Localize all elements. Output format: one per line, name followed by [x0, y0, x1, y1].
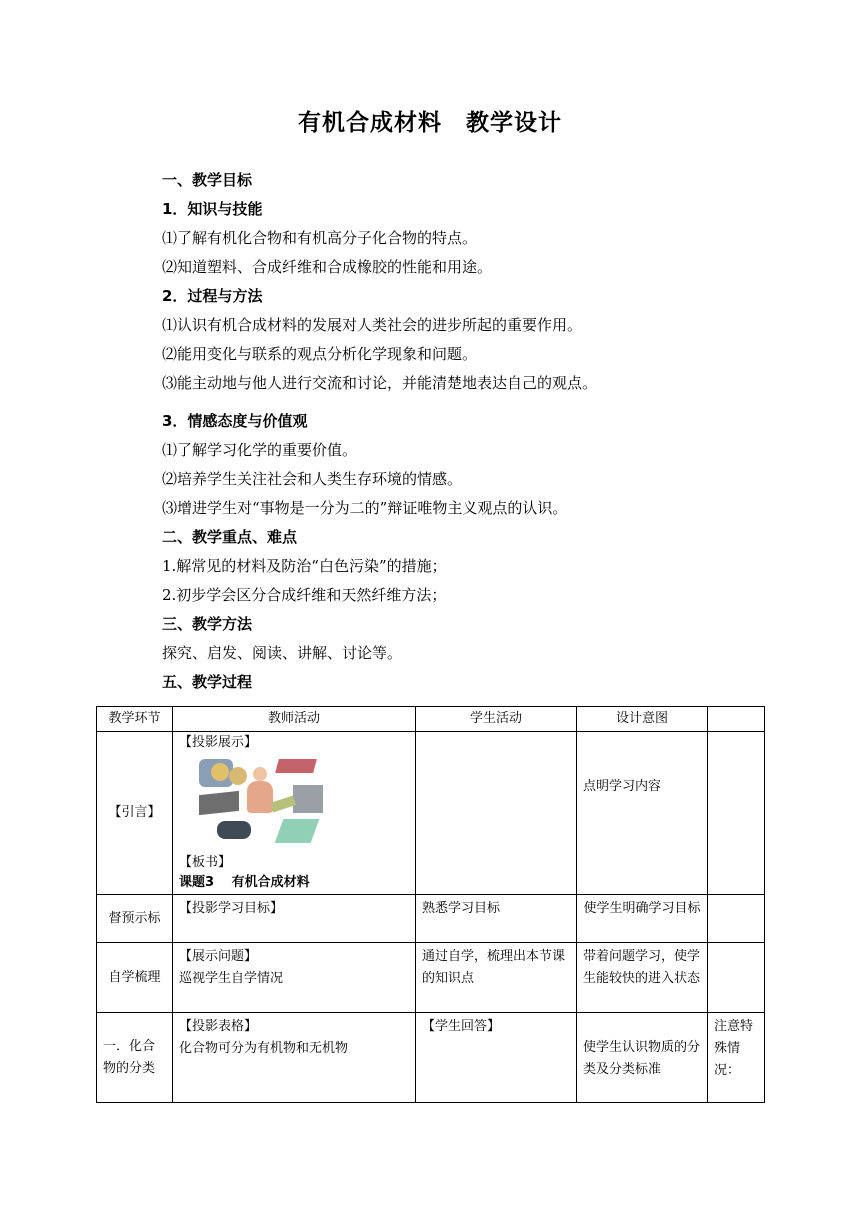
- teacher-line: 【投影表格】: [179, 1019, 258, 1034]
- list-item: ⑴认识有机合成材料的发展对人类社会的进步所起的重要作用。: [162, 316, 583, 334]
- subheading-knowledge: 1．知识与技能: [162, 200, 263, 218]
- document-body: [162, 166, 782, 697]
- list-item: ⑵培养学生关注社会和人类生存环境的情感。: [162, 470, 463, 488]
- student-cell: 通过自学，梳理出本节课的知识点: [416, 943, 577, 1013]
- list-item: ⑴了解有机化合物和有机高分子化合物的特点。: [162, 229, 478, 247]
- list-item: ⑵能用变化与联系的观点分析化学现象和问题。: [162, 345, 478, 363]
- note-cell: 注意特殊情况：: [708, 1013, 765, 1103]
- tire-icon: [211, 763, 229, 781]
- teacher-cell: [173, 943, 416, 1013]
- section-heading-keypoints: 二、教学重点、难点: [162, 528, 298, 546]
- list-item: ⑶能主动地与他人进行交流和讨论，并能清楚地表达自己的观点。: [162, 374, 598, 392]
- note-cell: [708, 732, 765, 895]
- column-header: 教学环节: [97, 707, 173, 732]
- materials-collage-image: [197, 757, 337, 849]
- table-header-row: [97, 707, 765, 732]
- intent-cell: [577, 1013, 708, 1103]
- table-row: [97, 732, 765, 895]
- table-row: [97, 895, 765, 943]
- table-row: [97, 1013, 765, 1103]
- list-item: 2.初步学会区分合成纤维和天然纤维方法；: [162, 586, 447, 604]
- intent-text: 使学生认识物质的分类及分类标准: [583, 1040, 701, 1077]
- student-cell: 【学生回答】: [416, 1013, 577, 1103]
- section-heading-objectives: 一、教学目标: [162, 171, 253, 189]
- teacher-line: 【板书】: [179, 855, 232, 870]
- intent-cell: [577, 732, 708, 895]
- intent-cell: 使学生明确学习目标: [577, 895, 708, 943]
- subheading-process: 2．过程与方法: [162, 287, 263, 305]
- teacher-cell: [173, 732, 416, 895]
- section-heading-process: 五、教学过程: [162, 673, 253, 691]
- subheading-attitude: 3．情感态度与价值观: [162, 412, 308, 430]
- person-icon: [247, 781, 273, 813]
- teaching-process-table: [96, 706, 765, 1103]
- building-icon: [293, 785, 323, 813]
- teacher-cell: [173, 1013, 416, 1103]
- list-item: 1.解常见的材料及防治“白色污染”的措施；: [162, 557, 447, 575]
- stage-cell: 自学梳理: [97, 943, 173, 1013]
- board-title: 课题3 有机合成材料: [179, 875, 310, 890]
- teacher-cell: 【投影学习目标】: [173, 895, 416, 943]
- teacher-line: 巡视学生自学情况: [179, 971, 284, 986]
- column-header: 教师活动: [173, 707, 416, 732]
- column-header: [708, 707, 765, 732]
- stage-cell: 督预示标: [97, 895, 173, 943]
- page-title: 有机合成材料 教学设计: [298, 110, 562, 136]
- teacher-line: 【展示问题】: [179, 949, 258, 964]
- building-icon: [199, 791, 239, 815]
- stage-cell: 【引言】: [97, 732, 173, 895]
- list-item: ⑵知道塑料、合成纤维和合成橡胶的性能和用途。: [162, 258, 493, 276]
- list-item: ⑶增进学生对“事物是一分为二的”辩证唯物主义观点的认识。: [162, 499, 568, 517]
- teacher-line: 化合物可分为有机物和无机物: [179, 1041, 349, 1056]
- scooter-icon: [217, 821, 251, 839]
- stage-cell: 一．化合物的分类: [97, 1013, 173, 1103]
- column-header: 学生活动: [416, 707, 577, 732]
- methods-text: 探究、启发、阅读、讲解、讨论等。: [162, 644, 403, 662]
- column-header: 设计意图: [577, 707, 708, 732]
- table-row: [97, 943, 765, 1013]
- note-cell: [708, 895, 765, 943]
- student-cell: 熟悉学习目标: [416, 895, 577, 943]
- intent-text: 点明学习内容: [583, 779, 662, 794]
- list-item: ⑴了解学习化学的重要价值。: [162, 441, 358, 459]
- intent-cell: 带着问题学习，使学生能较快的进入状态: [577, 943, 708, 1013]
- teacher-line: 【投影展示】: [179, 735, 258, 750]
- note-cell: [708, 943, 765, 1013]
- section-heading-methods: 三、教学方法: [162, 615, 253, 633]
- student-cell: [416, 732, 577, 895]
- glass-icon: [275, 819, 320, 843]
- coin-icon: [229, 767, 247, 785]
- person-icon: [253, 767, 267, 781]
- fabric-icon: [275, 759, 317, 773]
